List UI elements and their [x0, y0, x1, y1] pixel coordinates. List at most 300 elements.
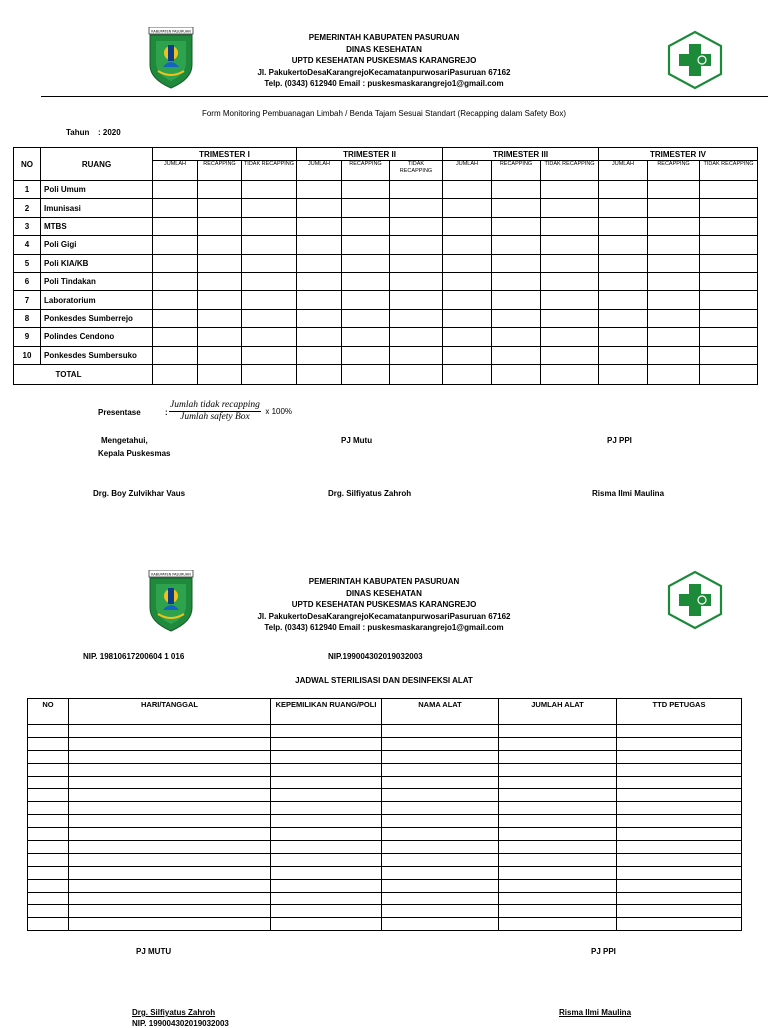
value-cell — [492, 346, 541, 364]
signer-pj-mutu: Drg. Silfiyatus Zahroh — [328, 489, 412, 498]
value-cell — [443, 328, 492, 346]
value-cell — [599, 236, 648, 254]
empty-cell — [617, 776, 742, 789]
row-number: 1 — [14, 181, 41, 199]
total-row — [14, 364, 758, 384]
row-ruang: Poli KIA/KB — [41, 254, 153, 272]
value-cell — [700, 346, 758, 364]
empty-cell — [499, 879, 617, 892]
pasuruan-crest-icon — [146, 27, 196, 89]
col-jumlah-alat: JUMLAH ALAT — [499, 699, 617, 725]
pj-mutu-label: PJ Mutu — [341, 436, 373, 445]
row-ruang: Ponkesdes Sumberrejo — [41, 309, 153, 327]
empty-cell — [69, 789, 271, 802]
empty-cell — [271, 918, 382, 931]
value-cell — [297, 346, 342, 364]
value-cell — [700, 199, 758, 217]
value-cell — [390, 328, 443, 346]
table-row — [28, 776, 742, 789]
empty-cell — [69, 892, 271, 905]
value-cell — [541, 291, 599, 309]
header-line-1: PEMERINTAH KABUPATEN PASURUAN — [308, 33, 460, 42]
value-cell — [700, 291, 758, 309]
row-number: 5 — [14, 254, 41, 272]
value-cell — [242, 236, 297, 254]
value-cell — [599, 217, 648, 235]
tahun-label: Tahun — [66, 128, 90, 137]
empty-cell — [271, 853, 382, 866]
value-cell — [198, 199, 242, 217]
empty-cell — [617, 866, 742, 879]
row-ruang: Polindes Cendono — [41, 328, 153, 346]
header-line-3: UPTD KESEHATAN PUSKESMAS KARANGREJO — [291, 56, 477, 65]
header-line-5: Telp. (0343) 612940 Email : puskesmaskarangrejo1@gmail.com — [264, 623, 504, 632]
empty-cell — [28, 776, 69, 789]
value-cell — [443, 217, 492, 235]
value-cell — [390, 236, 443, 254]
table-row — [14, 217, 758, 235]
table-row — [14, 236, 758, 254]
empty-cell — [28, 866, 69, 879]
header-line-3: UPTD KESEHATAN PUSKESMAS KARANGREJO — [291, 600, 477, 609]
value-cell — [153, 254, 198, 272]
value-cell — [443, 309, 492, 327]
row-ruang: MTBS — [41, 217, 153, 235]
empty-cell — [617, 763, 742, 776]
sub-tidak: TIDAK RECAPPING — [390, 161, 443, 181]
row-number: 2 — [14, 199, 41, 217]
table-row — [14, 309, 758, 327]
empty-cell — [499, 802, 617, 815]
empty-cell — [499, 763, 617, 776]
value-cell — [342, 346, 390, 364]
sub-recapping: RECAPPING — [198, 161, 242, 181]
col-ruang: RUANG — [41, 148, 153, 181]
row-number: 8 — [14, 309, 41, 327]
col-ttd-petugas: TTD PETUGAS — [617, 699, 742, 725]
value-cell — [342, 254, 390, 272]
row-ruang: Imunisasi — [41, 199, 153, 217]
empty-cell — [382, 918, 499, 931]
total-label: TOTAL — [14, 364, 153, 384]
empty-cell — [499, 815, 617, 828]
sub-jumlah: JUMLAH — [443, 161, 492, 181]
empty-cell — [28, 841, 69, 854]
value-cell — [390, 272, 443, 290]
value-cell — [198, 328, 242, 346]
value-cell — [492, 328, 541, 346]
value-cell — [443, 181, 492, 199]
value-cell — [443, 346, 492, 364]
empty-cell — [271, 750, 382, 763]
table-row — [28, 737, 742, 750]
empty-cell — [499, 918, 617, 931]
value-cell — [541, 254, 599, 272]
table-row — [28, 866, 742, 879]
empty-cell — [271, 866, 382, 879]
row-ruang: Laboratorium — [41, 291, 153, 309]
value-cell — [390, 291, 443, 309]
value-cell — [648, 346, 700, 364]
sub-recapping: RECAPPING — [492, 161, 541, 181]
col-no: NO — [28, 699, 69, 725]
empty-cell — [28, 918, 69, 931]
value-cell — [297, 328, 342, 346]
sub-recapping: RECAPPING — [342, 161, 390, 181]
empty-cell — [271, 725, 382, 738]
value-cell — [390, 217, 443, 235]
value-cell — [242, 254, 297, 272]
pj-ppi-label: PJ PPI — [607, 436, 632, 445]
empty-cell — [382, 815, 499, 828]
empty-cell — [617, 815, 742, 828]
value-cell — [198, 254, 242, 272]
form2-signer-pj-mutu: Drg. Silfiyatus Zahroh — [132, 1008, 216, 1017]
empty-cell — [28, 905, 69, 918]
value-cell — [443, 236, 492, 254]
form2-title: JADWAL STERILISASI DAN DESINFEKSI ALAT — [295, 676, 473, 685]
header-line-2: DINAS KESEHATAN — [346, 44, 422, 54]
table-row — [28, 802, 742, 815]
value-cell — [297, 254, 342, 272]
value-cell — [153, 236, 198, 254]
value-cell — [153, 217, 198, 235]
row-number: 7 — [14, 291, 41, 309]
value-cell — [390, 181, 443, 199]
empty-cell — [69, 763, 271, 776]
empty-cell — [617, 828, 742, 841]
value-cell — [648, 199, 700, 217]
sub-tidak: TIDAK RECAPPING — [700, 161, 758, 181]
value-cell — [342, 328, 390, 346]
table-row — [28, 853, 742, 866]
table-row — [14, 346, 758, 364]
value-cell — [541, 272, 599, 290]
row-ruang: Poli Gigi — [41, 236, 153, 254]
empty-cell — [271, 776, 382, 789]
value-cell — [153, 309, 198, 327]
letterhead-second — [0, 565, 768, 645]
row-ruang: Ponkesdes Sumbersuko — [41, 346, 153, 364]
empty-cell — [617, 879, 742, 892]
table-row — [28, 841, 742, 854]
empty-cell — [271, 905, 382, 918]
value-cell — [198, 291, 242, 309]
empty-cell — [382, 776, 499, 789]
empty-cell — [271, 879, 382, 892]
empty-cell — [69, 828, 271, 841]
form2-nip-partial: NIP. 199004302019032003 — [132, 1019, 229, 1028]
value-cell — [648, 309, 700, 327]
empty-cell — [499, 905, 617, 918]
empty-cell — [499, 725, 617, 738]
empty-cell — [271, 828, 382, 841]
row-number: 3 — [14, 217, 41, 235]
row-number: 4 — [14, 236, 41, 254]
empty-cell — [617, 853, 742, 866]
value-cell — [153, 181, 198, 199]
table-row — [28, 905, 742, 918]
value-cell — [492, 199, 541, 217]
empty-cell — [69, 802, 271, 815]
value-cell — [390, 309, 443, 327]
empty-cell — [382, 750, 499, 763]
empty-cell — [382, 802, 499, 815]
value-cell — [599, 346, 648, 364]
empty-cell — [69, 815, 271, 828]
value-cell — [297, 199, 342, 217]
table-row — [14, 181, 758, 199]
value-cell — [198, 346, 242, 364]
value-cell — [390, 199, 443, 217]
empty-cell — [271, 763, 382, 776]
empty-cell — [69, 725, 271, 738]
sub-jumlah: JUMLAH — [599, 161, 648, 181]
value-cell — [242, 328, 297, 346]
empty-cell — [617, 789, 742, 802]
value-cell — [242, 199, 297, 217]
empty-cell — [382, 789, 499, 802]
sub-recapping: RECAPPING — [648, 161, 700, 181]
empty-cell — [382, 905, 499, 918]
sub-tidak: TIDAK RECAPPING — [242, 161, 297, 181]
value-cell — [492, 181, 541, 199]
value-cell — [153, 272, 198, 290]
nip-pj-mutu: NIP.199004302019032003 — [328, 652, 423, 661]
empty-cell — [617, 892, 742, 905]
form2-pj-ppi-label: PJ PPI — [591, 947, 616, 956]
puskesmas-cross-icon — [667, 30, 723, 90]
signer-pj-ppi: Risma Ilmi Maulina — [592, 489, 665, 498]
empty-cell — [69, 866, 271, 879]
value-cell — [492, 291, 541, 309]
trimester-3: TRIMESTER III — [443, 148, 599, 161]
value-cell — [700, 236, 758, 254]
value-cell — [242, 291, 297, 309]
crest-banner-text: KABUPATEN PASURUAN — [151, 29, 191, 34]
value-cell — [443, 254, 492, 272]
value-cell — [700, 217, 758, 235]
value-cell — [198, 217, 242, 235]
empty-cell — [499, 841, 617, 854]
empty-cell — [382, 763, 499, 776]
empty-cell — [271, 815, 382, 828]
formula-numerator: Jumlah tidak recapping — [170, 400, 260, 410]
empty-cell — [271, 789, 382, 802]
presentase-label: Presentase — [98, 408, 141, 417]
empty-cell — [499, 892, 617, 905]
table-row — [14, 328, 758, 346]
value-cell — [153, 199, 198, 217]
empty-cell — [382, 866, 499, 879]
empty-cell — [28, 815, 69, 828]
header-line-1: PEMERINTAH KABUPATEN PASURUAN — [308, 577, 460, 586]
table-row — [14, 272, 758, 290]
value-cell — [541, 309, 599, 327]
nip-kepala: NIP. 19810617200604 1 016 — [83, 652, 185, 661]
header-line-5: Telp. (0343) 612940 Email : puskesmaskarangrejo1@gmail.com — [264, 79, 504, 88]
value-cell — [242, 181, 297, 199]
empty-cell — [28, 828, 69, 841]
empty-cell — [617, 750, 742, 763]
empty-cell — [69, 879, 271, 892]
header-line-2: DINAS KESEHATAN — [346, 588, 422, 598]
value-cell — [242, 309, 297, 327]
empty-cell — [617, 737, 742, 750]
value-cell — [599, 181, 648, 199]
table-row — [28, 879, 742, 892]
value-cell — [700, 272, 758, 290]
empty-cell — [28, 750, 69, 763]
value-cell — [700, 254, 758, 272]
value-cell — [242, 346, 297, 364]
value-cell — [599, 272, 648, 290]
empty-cell — [617, 725, 742, 738]
trimester-4: TRIMESTER IV — [599, 148, 758, 161]
letterhead-top — [0, 0, 768, 100]
empty-cell — [28, 892, 69, 905]
value-cell — [599, 328, 648, 346]
empty-cell — [499, 789, 617, 802]
form2-signer-pj-ppi: Risma Ilmi Maulina — [559, 1008, 632, 1017]
value-cell — [297, 291, 342, 309]
crest-banner-text: KABUPATEN PASURUAN — [151, 572, 191, 577]
empty-cell — [382, 828, 499, 841]
value-cell — [198, 309, 242, 327]
sub-jumlah: JUMLAH — [297, 161, 342, 181]
table-row — [14, 199, 758, 217]
value-cell — [492, 309, 541, 327]
value-cell — [443, 199, 492, 217]
table-row — [28, 918, 742, 931]
value-cell — [599, 254, 648, 272]
empty-cell — [617, 905, 742, 918]
empty-cell — [69, 853, 271, 866]
sterilisasi-table — [27, 698, 742, 931]
presentase-colon: : — [165, 408, 168, 417]
pasuruan-crest-icon — [146, 570, 196, 632]
value-cell — [700, 309, 758, 327]
value-cell — [390, 346, 443, 364]
value-cell — [492, 217, 541, 235]
empty-cell — [617, 802, 742, 815]
value-cell — [648, 272, 700, 290]
signer-kepala: Drg. Boy Zulvikhar Vaus — [93, 489, 186, 498]
value-cell — [700, 181, 758, 199]
value-cell — [390, 254, 443, 272]
value-cell — [297, 236, 342, 254]
sub-tidak: TIDAK RECAPPING — [541, 161, 599, 181]
empty-cell — [382, 841, 499, 854]
monitoring-table — [13, 147, 758, 385]
table-row — [28, 815, 742, 828]
empty-cell — [28, 737, 69, 750]
value-cell — [541, 328, 599, 346]
empty-cell — [617, 841, 742, 854]
empty-cell — [617, 918, 742, 931]
value-cell — [342, 199, 390, 217]
empty-cell — [382, 879, 499, 892]
header-line-4: Jl. PakukertoDesaKarangrejoKecamatanpurwosariPasuruan 67162 — [257, 611, 511, 621]
empty-cell — [28, 725, 69, 738]
empty-cell — [69, 905, 271, 918]
form1-title: Form Monitoring Pembuanagan Limbah / Benda Tajam Sesuai Standart (Recapping dalam Safety Box) — [201, 109, 567, 118]
value-cell — [198, 236, 242, 254]
value-cell — [342, 309, 390, 327]
col-nama-alat: NAMA ALAT — [382, 699, 499, 725]
mengetahui-label: Mengetahui, — [101, 436, 148, 445]
sub-jumlah: JUMLAH — [153, 161, 198, 181]
tahun-value: : 2020 — [98, 128, 121, 137]
value-cell — [342, 291, 390, 309]
empty-cell — [499, 737, 617, 750]
value-cell — [342, 272, 390, 290]
empty-cell — [382, 892, 499, 905]
formula-fraction — [169, 400, 261, 423]
value-cell — [599, 199, 648, 217]
value-cell — [648, 328, 700, 346]
table-row — [28, 892, 742, 905]
value-cell — [648, 291, 700, 309]
puskesmas-cross-icon — [667, 570, 723, 630]
empty-cell — [271, 841, 382, 854]
value-cell — [443, 291, 492, 309]
col-no: NO — [14, 148, 41, 181]
value-cell — [297, 181, 342, 199]
empty-cell — [499, 828, 617, 841]
header-line-4: Jl. PakukertoDesaKarangrejoKecamatanpurwosariPasuruan 67162 — [257, 67, 511, 77]
empty-cell — [28, 763, 69, 776]
kepala-label: Kepala Puskesmas — [98, 449, 171, 458]
value-cell — [541, 199, 599, 217]
empty-cell — [69, 750, 271, 763]
value-cell — [198, 272, 242, 290]
empty-cell — [382, 737, 499, 750]
empty-cell — [499, 750, 617, 763]
value-cell — [648, 181, 700, 199]
empty-cell — [499, 853, 617, 866]
value-cell — [700, 328, 758, 346]
value-cell — [443, 272, 492, 290]
value-cell — [153, 328, 198, 346]
value-cell — [297, 272, 342, 290]
empty-cell — [382, 725, 499, 738]
row-number: 6 — [14, 272, 41, 290]
value-cell — [648, 254, 700, 272]
value-cell — [297, 217, 342, 235]
empty-cell — [499, 776, 617, 789]
empty-cell — [69, 841, 271, 854]
row-number: 10 — [14, 346, 41, 364]
empty-cell — [271, 802, 382, 815]
value-cell — [342, 217, 390, 235]
presentase-formula — [169, 400, 292, 423]
empty-cell — [69, 737, 271, 750]
value-cell — [153, 291, 198, 309]
value-cell — [342, 236, 390, 254]
value-cell — [492, 236, 541, 254]
value-cell — [541, 346, 599, 364]
empty-cell — [28, 789, 69, 802]
table-row — [28, 789, 742, 802]
value-cell — [648, 217, 700, 235]
value-cell — [648, 236, 700, 254]
empty-cell — [28, 879, 69, 892]
table-row — [14, 254, 758, 272]
table-row — [28, 750, 742, 763]
value-cell — [242, 217, 297, 235]
table-row — [28, 763, 742, 776]
